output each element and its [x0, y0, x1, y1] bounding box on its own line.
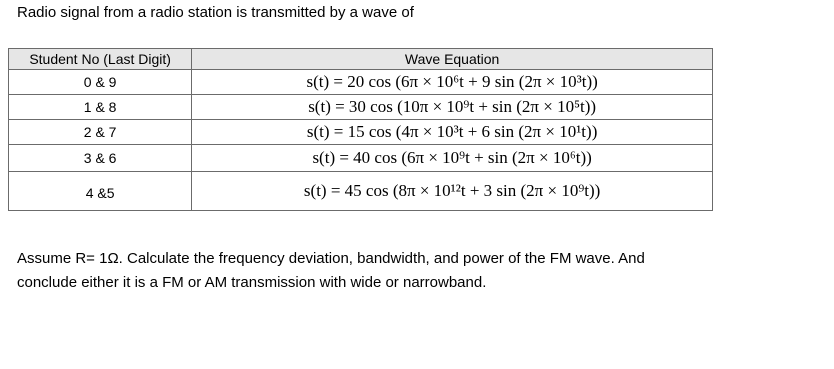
question-text: [17, 247, 777, 295]
table-row: [9, 70, 713, 95]
wave-equation-cell: s(t) = 20 cos (6π × 10⁶t + 9 sin (2π × 10³t)): [192, 70, 713, 95]
header-wave-equation: Wave Equation: [192, 49, 713, 70]
wave-equation-cell: s(t) = 45 cos (8π × 10¹²t + 3 sin (2π × 10⁹t)): [192, 172, 713, 211]
wave-equation-table: [8, 48, 713, 211]
student-digits-cell: 3 & 6: [9, 145, 192, 172]
question-line-2: conclude either it is a FM or AM transmission with wide or narrowband.: [17, 274, 487, 291]
header-student-no: Student No (Last Digit): [9, 49, 192, 70]
table-row: [9, 145, 713, 172]
intro-text: Radio signal from a radio station is transmitted by a wave of: [17, 4, 414, 21]
wave-equation-cell: s(t) = 30 cos (10π × 10⁹t + sin (2π × 10⁵t)): [192, 95, 713, 120]
student-digits-cell: 2 & 7: [9, 120, 192, 145]
student-digits-cell: 0 & 9: [9, 70, 192, 95]
table-header-row: [9, 49, 713, 70]
table-row: [9, 120, 713, 145]
wave-equation-cell: s(t) = 40 cos (6π × 10⁹t + sin (2π × 10⁶t)): [192, 145, 713, 172]
wave-equation-cell: s(t) = 15 cos (4π × 10³t + 6 sin (2π × 10¹t)): [192, 120, 713, 145]
table-row: [9, 95, 713, 120]
student-digits-cell: 4 &5: [9, 172, 192, 211]
student-digits-cell: 1 & 8: [9, 95, 192, 120]
table-row: [9, 172, 713, 211]
question-line-1: Assume R= 1Ω. Calculate the frequency deviation, bandwidth, and power of the FM wave. And: [17, 250, 645, 267]
